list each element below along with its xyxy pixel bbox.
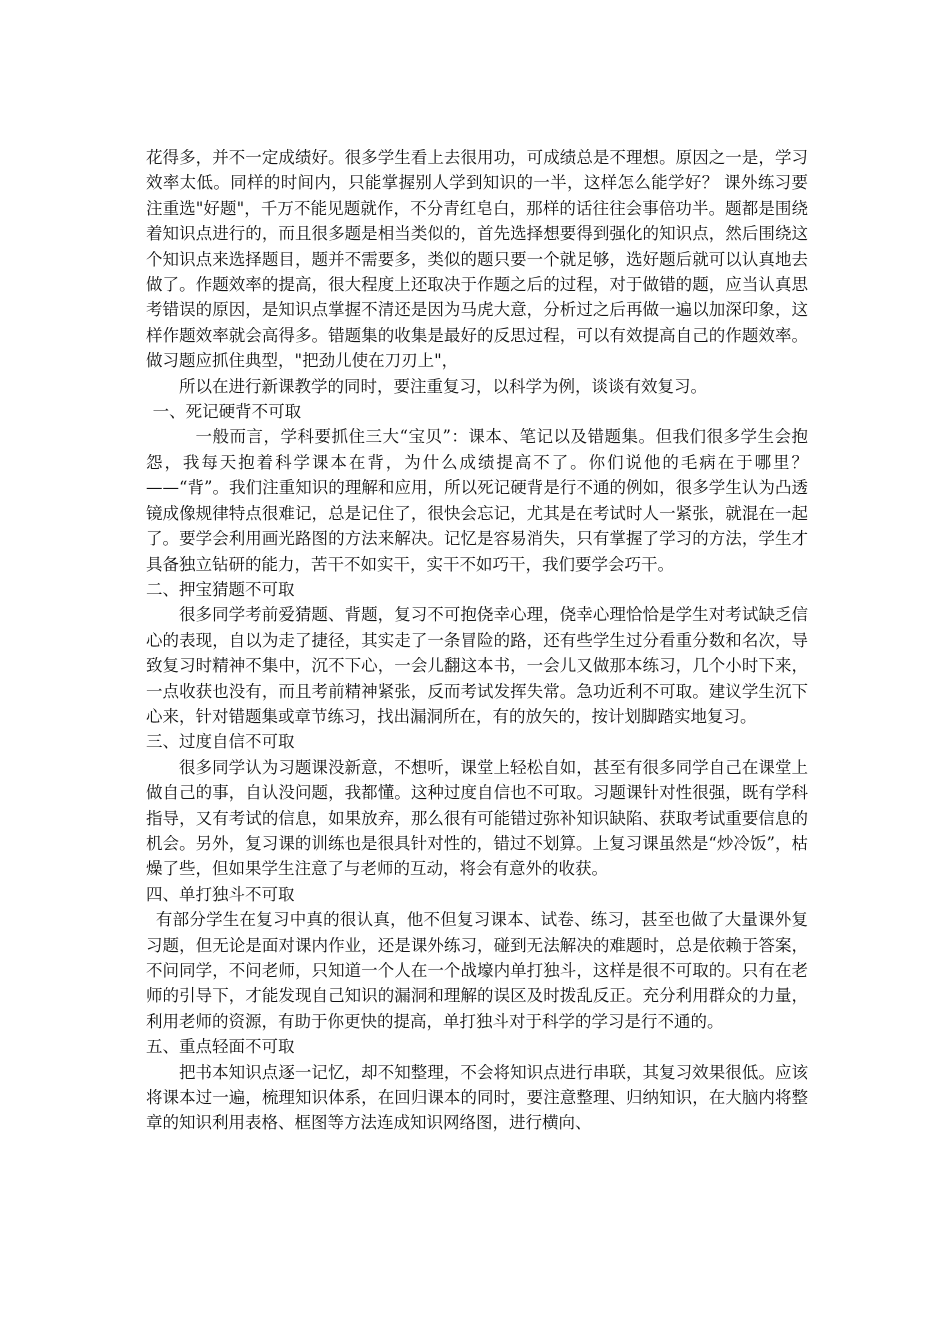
section-heading-4: 四、单打独斗不可取	[146, 884, 295, 904]
section-body-4: 有部分学生在复习中真的很认真，他不但复习课本、试卷、练习，甚至也做了大量课外复习题，但无论是面对课内作业，还是课外练习，碰到无法解决的难题时，总是依赖于答案，不问同学，不问老师，只知道一个人在一个战壕内单打独斗，这样是很不可取的。只有在老师的引导下，才能发现自己知识的漏洞和理解的误区及时拨乱反正。充分利用群众的力量，利用老师的资源，有助于你更快的提高，单打独斗对于科学的学习是行不通的。	[146, 910, 808, 1031]
section-body-3: 很多同学认为习题课没新意，不想听，课堂上轻松自如，甚至有很多同学自己在课堂上做自己的事，自认没问题，我都懂。这种过度自信也不可取。习题课针对性很强，既有学科指导，又有考试的信息，如果放弃，那么很有可能错过弥补知识缺陷、获取考试重要信息的机会。另外，复习课的训练也是很具针对性的，错过不划算。上复习课虽然是“炒冷饭”，枯燥了些，但如果学生注意了与老师的互动，将会有意外的收获。	[146, 757, 808, 879]
section-body-2: 很多同学考前爱猜题、背题，复习不可抱侥幸心理，侥幸心理恰恰是学生对考试缺乏信心的表现，自以为走了捷径，其实走了一条冒险的路，还有些学生过分看重分数和名次，导致复习时精神不集中，沉不下心，一会儿翻这本书，一会儿又做那本练习，几个小时下来，一点收获也没有，而且考前精神紧张，反而考试发挥失常。急功近利不可取。建议学生沉下心来，针对错题集或章节练习，找出漏洞所在，有的放矢的，按计划脚踏实地复习。	[146, 605, 808, 726]
intro-paragraph: 花得多，并不一定成绩好。很多学生看上去很用功，可成绩总是不理想。原因之一是，学习效率太低。同样的时间内，只能掌握别人学到知识的一半，这样怎么能学好？ 课外练习要注重选"好题"，千万不能见题就作，不分青红皂白，那样的话往往会事倍功半。题都是围绕着知识点进行的，而且很多题是相当类似的，首先选择想要得到强化的知识点，然后围绕这个知识点来选择题目，题并不需要多，类似的题只要一个就足够，选好题后就可以认真地去做了。作题效率的提高，很大程度上还取决于作题之后的过程，对于做错的题，应当认真思考错误的原因，是知识点掌握不清还是因为马虎大意，分析过之后再做一遍以加深印象，这样作题效率就会高得多。错题集的收集是最好的反思过程，可以有效提高自己的作题效率。做习题应抓住典型，"把劲儿使在刀刃上"，	[146, 148, 808, 371]
section-heading-5: 五、重点轻面不可取	[146, 1037, 295, 1057]
section-heading-2: 二、押宝猜题不可取	[146, 579, 295, 599]
document-page	[146, 145, 808, 1136]
section-heading-1: 一、死记硬背不可取	[152, 402, 302, 422]
section-heading-3: 三、过度自信不可取	[146, 732, 295, 752]
section-body-5: 把书本知识点逐一记忆，却不知整理，不会将知识点进行串联，其复习效果很低。应该将课本过一遍，梳理知识体系，在回归课本的同时，要注意整理、归纳知识，在大脑内将整章的知识利用表格、框图等方法连成知识网络图，进行横向、	[146, 1062, 808, 1133]
lead-paragraph: 所以在进行新课教学的同时，要注重复习，以科学为例，谈谈有效复习。	[179, 376, 707, 396]
section-body-1: 一般而言，学科要抓住三大“宝贝”：课本、笔记以及错题集。但我们很多学生会抱怨，我每天抱着科学课本在背，为什么成绩提高不了。你们说他的毛病在于哪里？——“背”。我们注重知识的理解和应用，所以死记硬背是行不通的例如，很多学生认为凸透镜成像规律特点很难记，总是记住了，很快会忘记，尤其是在考试时人一紧张，就混在一起了。要学会利用画光路图的方法来解决。记忆是容易消失，只有掌握了学习的方法，学生才具备独立钻研的能力，苦干不如实干，实干不如巧干，我们要学会巧干。	[146, 427, 808, 574]
